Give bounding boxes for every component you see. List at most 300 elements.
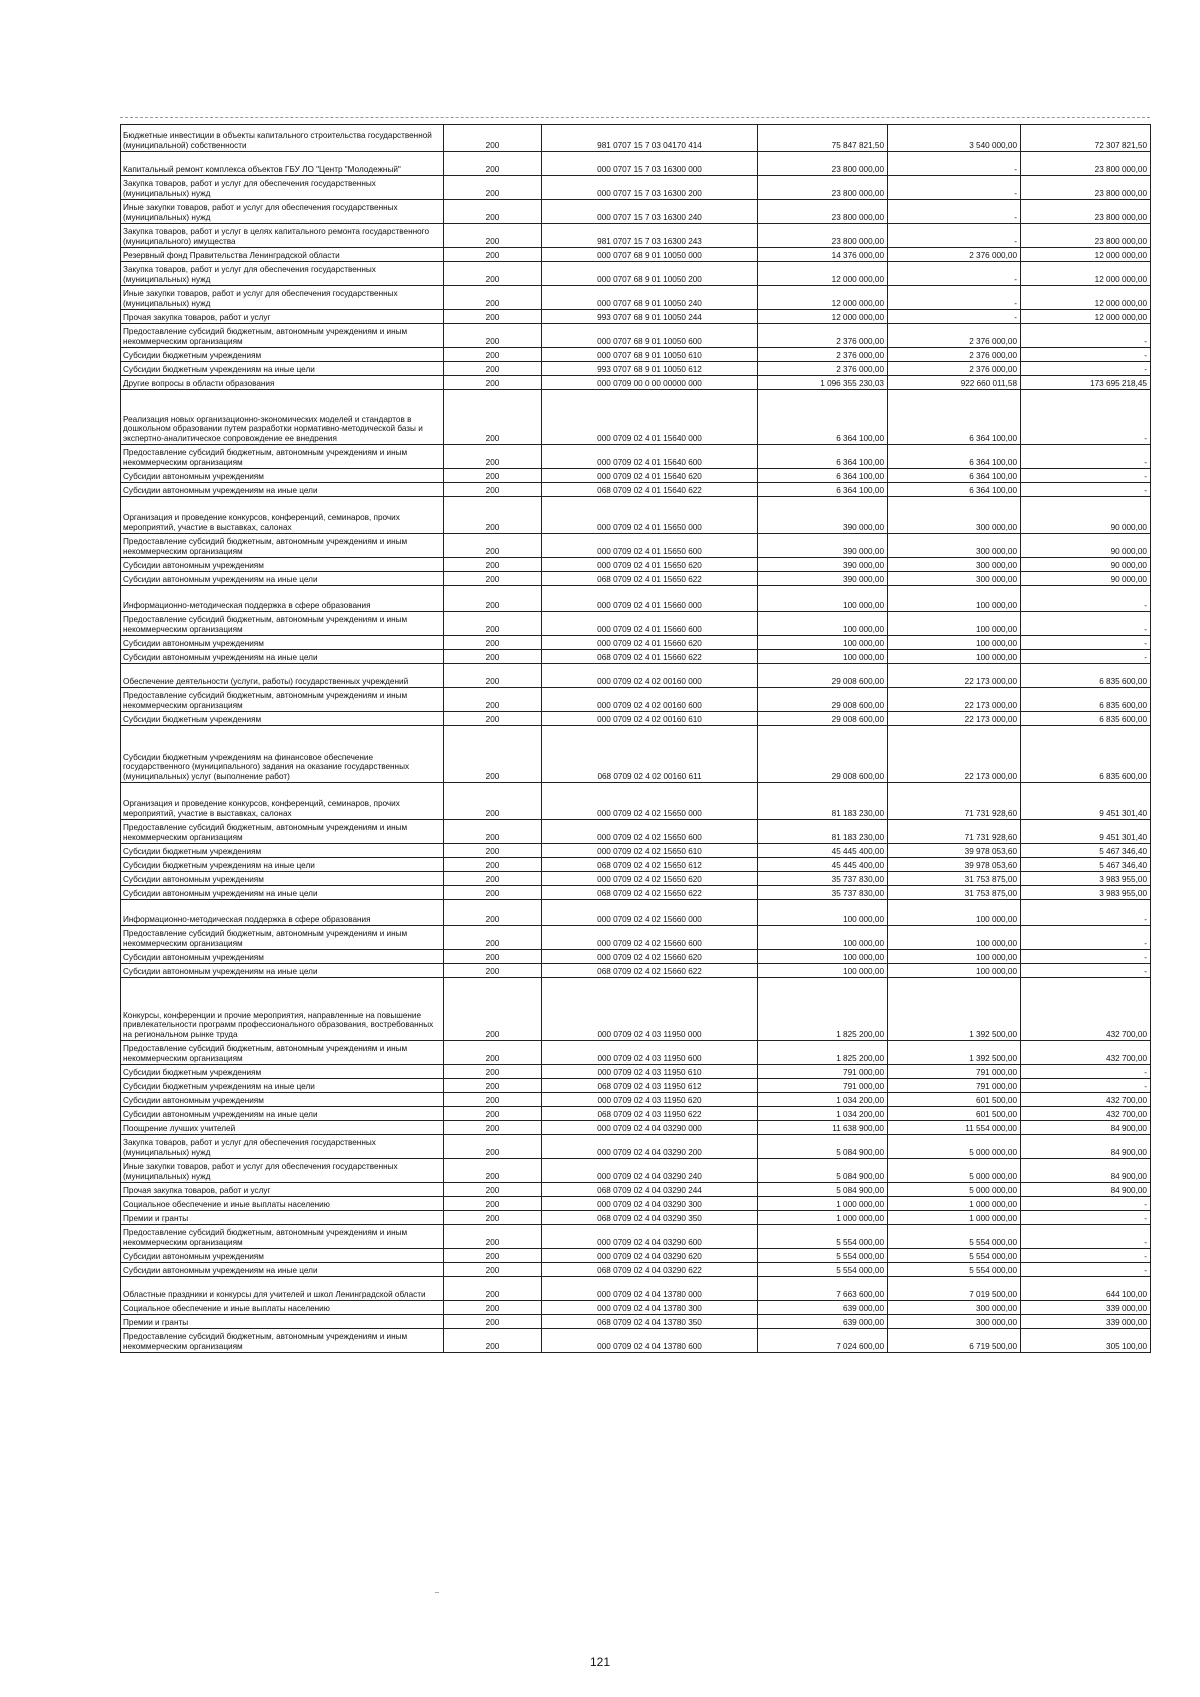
row-name: Субсидии бюджетным учреждениям на иные цели [121, 362, 444, 376]
row-name: Информационно-методическая поддержка в сфере образования [121, 900, 444, 926]
row-unexecuted-amount: 12 000 000,00 [1021, 286, 1151, 310]
table-row [121, 783, 1151, 820]
row-name: Субсидии автономным учреждениям на иные цели [121, 650, 444, 664]
row-approved-amount: 35 737 830,00 [758, 872, 888, 886]
row-name: Социальное обеспечение и иные выплаты населению [121, 1301, 444, 1315]
row-unexecuted-amount: 339 000,00 [1021, 1315, 1151, 1329]
row-budget-code: 000 0709 02 4 01 15640 000 [542, 390, 758, 445]
table-row [121, 1065, 1151, 1079]
row-unexecuted-amount: - [1021, 348, 1151, 362]
row-executed-amount: - [888, 152, 1021, 176]
row-name: Субсидии бюджетным учреждениям на финансовое обеспечение государственного (муниципального) задания на оказание государственных (муниципальных) услуг (выполнение работ) [121, 726, 444, 783]
table-row [121, 534, 1151, 558]
row-code: 200 [444, 224, 542, 248]
row-budget-code: 000 0709 02 4 01 15650 000 [542, 497, 758, 534]
row-approved-amount: 12 000 000,00 [758, 310, 888, 324]
row-approved-amount: 12 000 000,00 [758, 286, 888, 310]
row-name: Поощрение лучших учителей [121, 1121, 444, 1135]
row-budget-code: 068 0709 02 4 03 11950 622 [542, 1107, 758, 1121]
row-executed-amount: 6 719 500,00 [888, 1329, 1021, 1353]
row-budget-code: 000 0707 15 7 03 16300 240 [542, 200, 758, 224]
table-row [121, 152, 1151, 176]
row-executed-amount: 39 978 053,60 [888, 844, 1021, 858]
row-budget-code: 000 0709 02 4 03 11950 620 [542, 1093, 758, 1107]
row-code: 200 [444, 1197, 542, 1211]
row-name: Премии и гранты [121, 1315, 444, 1329]
table-row [121, 176, 1151, 200]
row-budget-code: 000 0709 02 4 01 15650 620 [542, 558, 758, 572]
row-name: Областные праздники и конкурсы для учителей и школ Ленинградской области [121, 1277, 444, 1301]
row-executed-amount: 22 173 000,00 [888, 664, 1021, 688]
row-unexecuted-amount: 6 835 600,00 [1021, 688, 1151, 712]
row-name: Предоставление субсидий бюджетным, автономным учреждениям и иным некоммерческим организациям [121, 1225, 444, 1249]
row-executed-amount: 71 731 928,60 [888, 783, 1021, 820]
row-budget-code: 068 0709 02 4 02 15660 622 [542, 964, 758, 978]
row-approved-amount: 390 000,00 [758, 497, 888, 534]
table-row [121, 872, 1151, 886]
row-approved-amount: 23 800 000,00 [758, 200, 888, 224]
table-row [121, 726, 1151, 783]
table-row [121, 310, 1151, 324]
row-code: 200 [444, 497, 542, 534]
row-code: 200 [444, 1041, 542, 1065]
table-row [121, 586, 1151, 612]
row-executed-amount: 300 000,00 [888, 534, 1021, 558]
row-code: 200 [444, 886, 542, 900]
table-row [121, 572, 1151, 586]
row-approved-amount: 1 034 200,00 [758, 1093, 888, 1107]
row-budget-code: 068 0709 02 4 01 15650 622 [542, 572, 758, 586]
row-unexecuted-amount: 23 800 000,00 [1021, 152, 1151, 176]
row-code: 200 [444, 858, 542, 872]
row-unexecuted-amount: 90 000,00 [1021, 534, 1151, 558]
row-executed-amount: 31 753 875,00 [888, 872, 1021, 886]
table-row [121, 445, 1151, 469]
row-unexecuted-amount: 84 900,00 [1021, 1159, 1151, 1183]
row-executed-amount: - [888, 286, 1021, 310]
row-executed-amount: 22 173 000,00 [888, 726, 1021, 783]
row-code: 200 [444, 964, 542, 978]
row-unexecuted-amount: 90 000,00 [1021, 572, 1151, 586]
row-budget-code: 981 0707 15 7 03 04170 414 [542, 125, 758, 152]
row-executed-amount: 300 000,00 [888, 1315, 1021, 1329]
row-name: Резервный фонд Правительства Ленинградской области [121, 248, 444, 262]
row-approved-amount: 639 000,00 [758, 1315, 888, 1329]
row-unexecuted-amount: 3 983 955,00 [1021, 872, 1151, 886]
table-row [121, 1183, 1151, 1197]
row-name: Субсидии автономным учреждениям [121, 636, 444, 650]
row-executed-amount: 791 000,00 [888, 1065, 1021, 1079]
row-name: Конкурсы, конференции и прочие мероприятия, направленные на повышение привлекательности программ профессионального образования, востребованных на региональном рынке труда [121, 978, 444, 1041]
row-budget-code: 000 0707 15 7 03 16300 000 [542, 152, 758, 176]
row-approved-amount: 791 000,00 [758, 1065, 888, 1079]
row-budget-code: 000 0709 02 4 02 15660 000 [542, 900, 758, 926]
table-row [121, 950, 1151, 964]
row-unexecuted-amount: 84 900,00 [1021, 1135, 1151, 1159]
row-executed-amount: 100 000,00 [888, 636, 1021, 650]
row-unexecuted-amount: 90 000,00 [1021, 558, 1151, 572]
row-code: 200 [444, 1249, 542, 1263]
row-executed-amount: 300 000,00 [888, 1301, 1021, 1315]
table-row [121, 1093, 1151, 1107]
row-approved-amount: 23 800 000,00 [758, 152, 888, 176]
budget-execution-table [120, 124, 1151, 1353]
row-approved-amount: 6 364 100,00 [758, 390, 888, 445]
row-code: 200 [444, 1315, 542, 1329]
row-budget-code: 068 0709 02 4 04 03290 350 [542, 1211, 758, 1225]
row-name: Предоставление субсидий бюджетным, автономным учреждениям и иным некоммерческим организациям [121, 612, 444, 636]
row-budget-code: 000 0709 02 4 04 13780 600 [542, 1329, 758, 1353]
row-budget-code: 000 0709 02 4 04 03290 600 [542, 1225, 758, 1249]
row-approved-amount: 11 638 900,00 [758, 1121, 888, 1135]
row-executed-amount: 31 753 875,00 [888, 886, 1021, 900]
row-unexecuted-amount: 3 983 955,00 [1021, 886, 1151, 900]
row-name: Предоставление субсидий бюджетным, автономным учреждениям и иным некоммерческим организациям [121, 324, 444, 348]
row-code: 200 [444, 1301, 542, 1315]
row-executed-amount: 39 978 053,60 [888, 858, 1021, 872]
table-row [121, 1225, 1151, 1249]
row-unexecuted-amount: - [1021, 612, 1151, 636]
table-row [121, 1121, 1151, 1135]
row-name: Иные закупки товаров, работ и услуг для обеспечения государственных (муниципальных) нужд [121, 200, 444, 224]
row-name: Предоставление субсидий бюджетным, автономным учреждениям и иным некоммерческим организациям [121, 445, 444, 469]
row-name: Иные закупки товаров, работ и услуг для обеспечения государственных (муниципальных) нужд [121, 286, 444, 310]
row-approved-amount: 100 000,00 [758, 926, 888, 950]
row-code: 200 [444, 1159, 542, 1183]
row-unexecuted-amount: - [1021, 390, 1151, 445]
row-executed-amount: 6 364 100,00 [888, 469, 1021, 483]
table-row [121, 497, 1151, 534]
row-budget-code: 000 0709 02 4 03 11950 610 [542, 1065, 758, 1079]
row-unexecuted-amount: 6 835 600,00 [1021, 664, 1151, 688]
row-executed-amount: 5 554 000,00 [888, 1249, 1021, 1263]
row-executed-amount: 922 660 011,58 [888, 376, 1021, 390]
row-unexecuted-amount: 5 467 346,40 [1021, 858, 1151, 872]
table-row [121, 1079, 1151, 1093]
table-row [121, 712, 1151, 726]
row-executed-amount: 100 000,00 [888, 586, 1021, 612]
row-code: 200 [444, 712, 542, 726]
row-code: 200 [444, 1225, 542, 1249]
row-name: Субсидии автономным учреждениям [121, 950, 444, 964]
table-row [121, 1277, 1151, 1301]
row-name: Субсидии автономным учреждениям [121, 1093, 444, 1107]
row-unexecuted-amount: 6 835 600,00 [1021, 712, 1151, 726]
row-approved-amount: 5 084 900,00 [758, 1159, 888, 1183]
row-code: 200 [444, 348, 542, 362]
row-executed-amount: 100 000,00 [888, 612, 1021, 636]
row-unexecuted-amount: 90 000,00 [1021, 497, 1151, 534]
row-approved-amount: 29 008 600,00 [758, 664, 888, 688]
row-approved-amount: 100 000,00 [758, 636, 888, 650]
row-name: Субсидии бюджетным учреждениям на иные цели [121, 1079, 444, 1093]
row-code: 200 [444, 248, 542, 262]
table-row [121, 558, 1151, 572]
row-name: Закупка товаров, работ и услуг для обеспечения государственных (муниципальных) нужд [121, 1135, 444, 1159]
row-executed-amount: 601 500,00 [888, 1093, 1021, 1107]
row-executed-amount: 300 000,00 [888, 558, 1021, 572]
row-unexecuted-amount: - [1021, 445, 1151, 469]
row-approved-amount: 390 000,00 [758, 572, 888, 586]
row-executed-amount: - [888, 224, 1021, 248]
table-row [121, 978, 1151, 1041]
row-code: 200 [444, 586, 542, 612]
row-name: Предоставление субсидий бюджетным, автономным учреждениям и иным некоммерческим организациям [121, 1041, 444, 1065]
row-budget-code: 000 0709 02 4 01 15660 000 [542, 586, 758, 612]
row-budget-code: 000 0709 02 4 04 03290 000 [542, 1121, 758, 1135]
row-approved-amount: 2 376 000,00 [758, 348, 888, 362]
row-code: 200 [444, 572, 542, 586]
table-row [121, 469, 1151, 483]
table-row [121, 858, 1151, 872]
row-code: 200 [444, 324, 542, 348]
row-approved-amount: 81 183 230,00 [758, 820, 888, 844]
row-executed-amount: 791 000,00 [888, 1079, 1021, 1093]
row-name: Закупка товаров, работ и услуг для обеспечения государственных (муниципальных) нужд [121, 262, 444, 286]
row-unexecuted-amount: - [1021, 1249, 1151, 1263]
row-executed-amount: 5 000 000,00 [888, 1183, 1021, 1197]
row-executed-amount: 7 019 500,00 [888, 1277, 1021, 1301]
table-row [121, 886, 1151, 900]
table-row [121, 820, 1151, 844]
row-unexecuted-amount: - [1021, 1263, 1151, 1277]
row-budget-code: 981 0707 15 7 03 16300 243 [542, 224, 758, 248]
row-code: 200 [444, 445, 542, 469]
row-name: Субсидии автономным учреждениям на иные цели [121, 886, 444, 900]
row-executed-amount: 601 500,00 [888, 1107, 1021, 1121]
row-name: Прочая закупка товаров, работ и услуг [121, 310, 444, 324]
row-code: 200 [444, 1263, 542, 1277]
row-approved-amount: 1 096 355 230,03 [758, 376, 888, 390]
row-executed-amount: 6 364 100,00 [888, 483, 1021, 497]
row-code: 200 [444, 612, 542, 636]
row-executed-amount: 100 000,00 [888, 650, 1021, 664]
row-approved-amount: 2 376 000,00 [758, 362, 888, 376]
row-code: 200 [444, 636, 542, 650]
row-name: Капитальный ремонт комплекса объектов ГБУ ЛО "Центр "Молодежный" [121, 152, 444, 176]
row-executed-amount: - [888, 176, 1021, 200]
row-unexecuted-amount: 6 835 600,00 [1021, 726, 1151, 783]
row-unexecuted-amount: 432 700,00 [1021, 1041, 1151, 1065]
row-executed-amount: 300 000,00 [888, 572, 1021, 586]
row-budget-code: 068 0709 02 4 03 11950 612 [542, 1079, 758, 1093]
row-executed-amount: - [888, 310, 1021, 324]
row-code: 200 [444, 1277, 542, 1301]
row-approved-amount: 6 364 100,00 [758, 469, 888, 483]
table-row [121, 844, 1151, 858]
row-approved-amount: 5 554 000,00 [758, 1225, 888, 1249]
row-executed-amount: 1 392 500,00 [888, 978, 1021, 1041]
row-executed-amount: 1 000 000,00 [888, 1197, 1021, 1211]
row-unexecuted-amount: - [1021, 1211, 1151, 1225]
table-row [121, 636, 1151, 650]
row-name: Информационно-методическая поддержка в сфере образования [121, 586, 444, 612]
row-code: 200 [444, 1065, 542, 1079]
row-unexecuted-amount: - [1021, 1225, 1151, 1249]
row-budget-code: 068 0709 02 4 02 15650 622 [542, 886, 758, 900]
row-approved-amount: 81 183 230,00 [758, 783, 888, 820]
row-name: Иные закупки товаров, работ и услуг для обеспечения государственных (муниципальных) нужд [121, 1159, 444, 1183]
row-budget-code: 000 0707 68 9 01 10050 000 [542, 248, 758, 262]
row-code: 200 [444, 1093, 542, 1107]
row-unexecuted-amount: 305 100,00 [1021, 1329, 1151, 1353]
row-name: Другие вопросы в области образования [121, 376, 444, 390]
row-approved-amount: 100 000,00 [758, 586, 888, 612]
row-code: 200 [444, 900, 542, 926]
row-code: 200 [444, 664, 542, 688]
scan-mark [435, 1592, 439, 1593]
row-executed-amount: 2 376 000,00 [888, 348, 1021, 362]
table-row [121, 1197, 1151, 1211]
row-budget-code: 000 0709 02 4 03 11950 000 [542, 978, 758, 1041]
table-row [121, 324, 1151, 348]
row-budget-code: 000 0709 02 4 02 15650 620 [542, 872, 758, 886]
row-code: 200 [444, 978, 542, 1041]
row-code: 200 [444, 262, 542, 286]
row-budget-code: 000 0709 02 4 04 03290 200 [542, 1135, 758, 1159]
row-code: 200 [444, 286, 542, 310]
scan-top-edge [120, 117, 1150, 124]
table-row [121, 348, 1151, 362]
row-unexecuted-amount: - [1021, 636, 1151, 650]
row-code: 200 [444, 1121, 542, 1135]
row-name: Субсидии бюджетным учреждениям [121, 844, 444, 858]
row-executed-amount: 3 540 000,00 [888, 125, 1021, 152]
row-unexecuted-amount: 432 700,00 [1021, 1093, 1151, 1107]
table-row [121, 1107, 1151, 1121]
row-name: Субсидии автономным учреждениям [121, 1249, 444, 1263]
row-approved-amount: 639 000,00 [758, 1301, 888, 1315]
row-name: Субсидии автономным учреждениям на иные цели [121, 964, 444, 978]
row-name: Субсидии автономным учреждениям на иные цели [121, 1263, 444, 1277]
row-approved-amount: 29 008 600,00 [758, 688, 888, 712]
row-executed-amount: 6 364 100,00 [888, 445, 1021, 469]
row-code: 200 [444, 726, 542, 783]
row-code: 200 [444, 1107, 542, 1121]
row-name: Субсидии автономным учреждениям на иные цели [121, 483, 444, 497]
row-unexecuted-amount: - [1021, 950, 1151, 964]
row-budget-code: 000 0709 02 4 02 15650 600 [542, 820, 758, 844]
row-approved-amount: 23 800 000,00 [758, 176, 888, 200]
row-executed-amount: 22 173 000,00 [888, 688, 1021, 712]
row-name: Субсидии автономным учреждениям на иные цели [121, 572, 444, 586]
row-unexecuted-amount: - [1021, 650, 1151, 664]
row-executed-amount: 5 554 000,00 [888, 1263, 1021, 1277]
row-unexecuted-amount: 12 000 000,00 [1021, 310, 1151, 324]
row-approved-amount: 1 825 200,00 [758, 1041, 888, 1065]
table-row [121, 1315, 1151, 1329]
row-approved-amount: 6 364 100,00 [758, 483, 888, 497]
row-approved-amount: 35 737 830,00 [758, 886, 888, 900]
row-approved-amount: 1 000 000,00 [758, 1211, 888, 1225]
row-code: 200 [444, 1079, 542, 1093]
table-row [121, 650, 1151, 664]
row-name: Предоставление субсидий бюджетным, автономным учреждениям и иным некоммерческим организациям [121, 534, 444, 558]
row-unexecuted-amount: - [1021, 469, 1151, 483]
table-row [121, 262, 1151, 286]
row-budget-code: 000 0709 02 4 04 13780 300 [542, 1301, 758, 1315]
row-budget-code: 000 0707 15 7 03 16300 200 [542, 176, 758, 200]
row-code: 200 [444, 1183, 542, 1197]
row-approved-amount: 29 008 600,00 [758, 726, 888, 783]
row-approved-amount: 23 800 000,00 [758, 224, 888, 248]
row-code: 200 [444, 534, 542, 558]
row-code: 200 [444, 844, 542, 858]
row-approved-amount: 6 364 100,00 [758, 445, 888, 469]
row-budget-code: 000 0709 02 4 01 15650 600 [542, 534, 758, 558]
row-approved-amount: 45 445 400,00 [758, 844, 888, 858]
row-unexecuted-amount: 432 700,00 [1021, 1107, 1151, 1121]
row-executed-amount: - [888, 200, 1021, 224]
row-name: Предоставление субсидий бюджетным, автономным учреждениям и иным некоммерческим организациям [121, 820, 444, 844]
row-approved-amount: 5 084 900,00 [758, 1135, 888, 1159]
row-approved-amount: 7 024 600,00 [758, 1329, 888, 1353]
table-row [121, 362, 1151, 376]
row-name: Предоставление субсидий бюджетным, автономным учреждениям и иным некоммерческим организациям [121, 688, 444, 712]
row-executed-amount: 11 554 000,00 [888, 1121, 1021, 1135]
row-code: 200 [444, 1211, 542, 1225]
row-executed-amount: 5 554 000,00 [888, 1225, 1021, 1249]
row-code: 200 [444, 176, 542, 200]
row-code: 200 [444, 469, 542, 483]
row-budget-code: 068 0709 02 4 04 03290 244 [542, 1183, 758, 1197]
row-executed-amount: 22 173 000,00 [888, 712, 1021, 726]
row-executed-amount: 2 376 000,00 [888, 324, 1021, 348]
row-code: 200 [444, 390, 542, 445]
row-name: Премии и гранты [121, 1211, 444, 1225]
row-unexecuted-amount: 72 307 821,50 [1021, 125, 1151, 152]
row-budget-code: 000 0709 02 4 04 03290 240 [542, 1159, 758, 1183]
row-unexecuted-amount: - [1021, 1065, 1151, 1079]
row-code: 200 [444, 688, 542, 712]
row-unexecuted-amount: - [1021, 586, 1151, 612]
row-executed-amount: 300 000,00 [888, 497, 1021, 534]
row-executed-amount: 1 000 000,00 [888, 1211, 1021, 1225]
row-name: Субсидии автономным учреждениям [121, 469, 444, 483]
table-row [121, 390, 1151, 445]
row-name: Бюджетные инвестиции в объекты капитального строительства государственной (муниципальной) собственности [121, 125, 444, 152]
row-budget-code: 068 0709 02 4 01 15640 622 [542, 483, 758, 497]
row-budget-code: 000 0709 02 4 04 13780 000 [542, 1277, 758, 1301]
row-executed-amount: 2 376 000,00 [888, 362, 1021, 376]
row-name: Субсидии бюджетным учреждениям [121, 712, 444, 726]
row-budget-code: 993 0707 68 9 01 10050 244 [542, 310, 758, 324]
row-unexecuted-amount: - [1021, 362, 1151, 376]
row-code: 200 [444, 650, 542, 664]
row-unexecuted-amount: 12 000 000,00 [1021, 262, 1151, 286]
row-unexecuted-amount: - [1021, 900, 1151, 926]
row-unexecuted-amount: 9 451 301,40 [1021, 820, 1151, 844]
row-unexecuted-amount: 12 000 000,00 [1021, 248, 1151, 262]
row-budget-code: 000 0709 02 4 02 00160 600 [542, 688, 758, 712]
row-code: 200 [444, 310, 542, 324]
row-budget-code: 000 0709 02 4 02 15660 620 [542, 950, 758, 964]
table-row [121, 612, 1151, 636]
row-unexecuted-amount: 432 700,00 [1021, 978, 1151, 1041]
table-row [121, 1159, 1151, 1183]
row-name: Прочая закупка товаров, работ и услуг [121, 1183, 444, 1197]
row-budget-code: 000 0709 02 4 02 15650 610 [542, 844, 758, 858]
row-approved-amount: 2 376 000,00 [758, 324, 888, 348]
table-row [121, 964, 1151, 978]
row-code: 200 [444, 926, 542, 950]
row-budget-code: 000 0709 02 4 02 00160 000 [542, 664, 758, 688]
row-unexecuted-amount: 23 800 000,00 [1021, 224, 1151, 248]
row-approved-amount: 5 554 000,00 [758, 1263, 888, 1277]
row-budget-code: 068 0709 02 4 04 03290 622 [542, 1263, 758, 1277]
row-name: Обеспечение деятельности (услуги, работы) государственных учреждений [121, 664, 444, 688]
row-executed-amount: 100 000,00 [888, 900, 1021, 926]
